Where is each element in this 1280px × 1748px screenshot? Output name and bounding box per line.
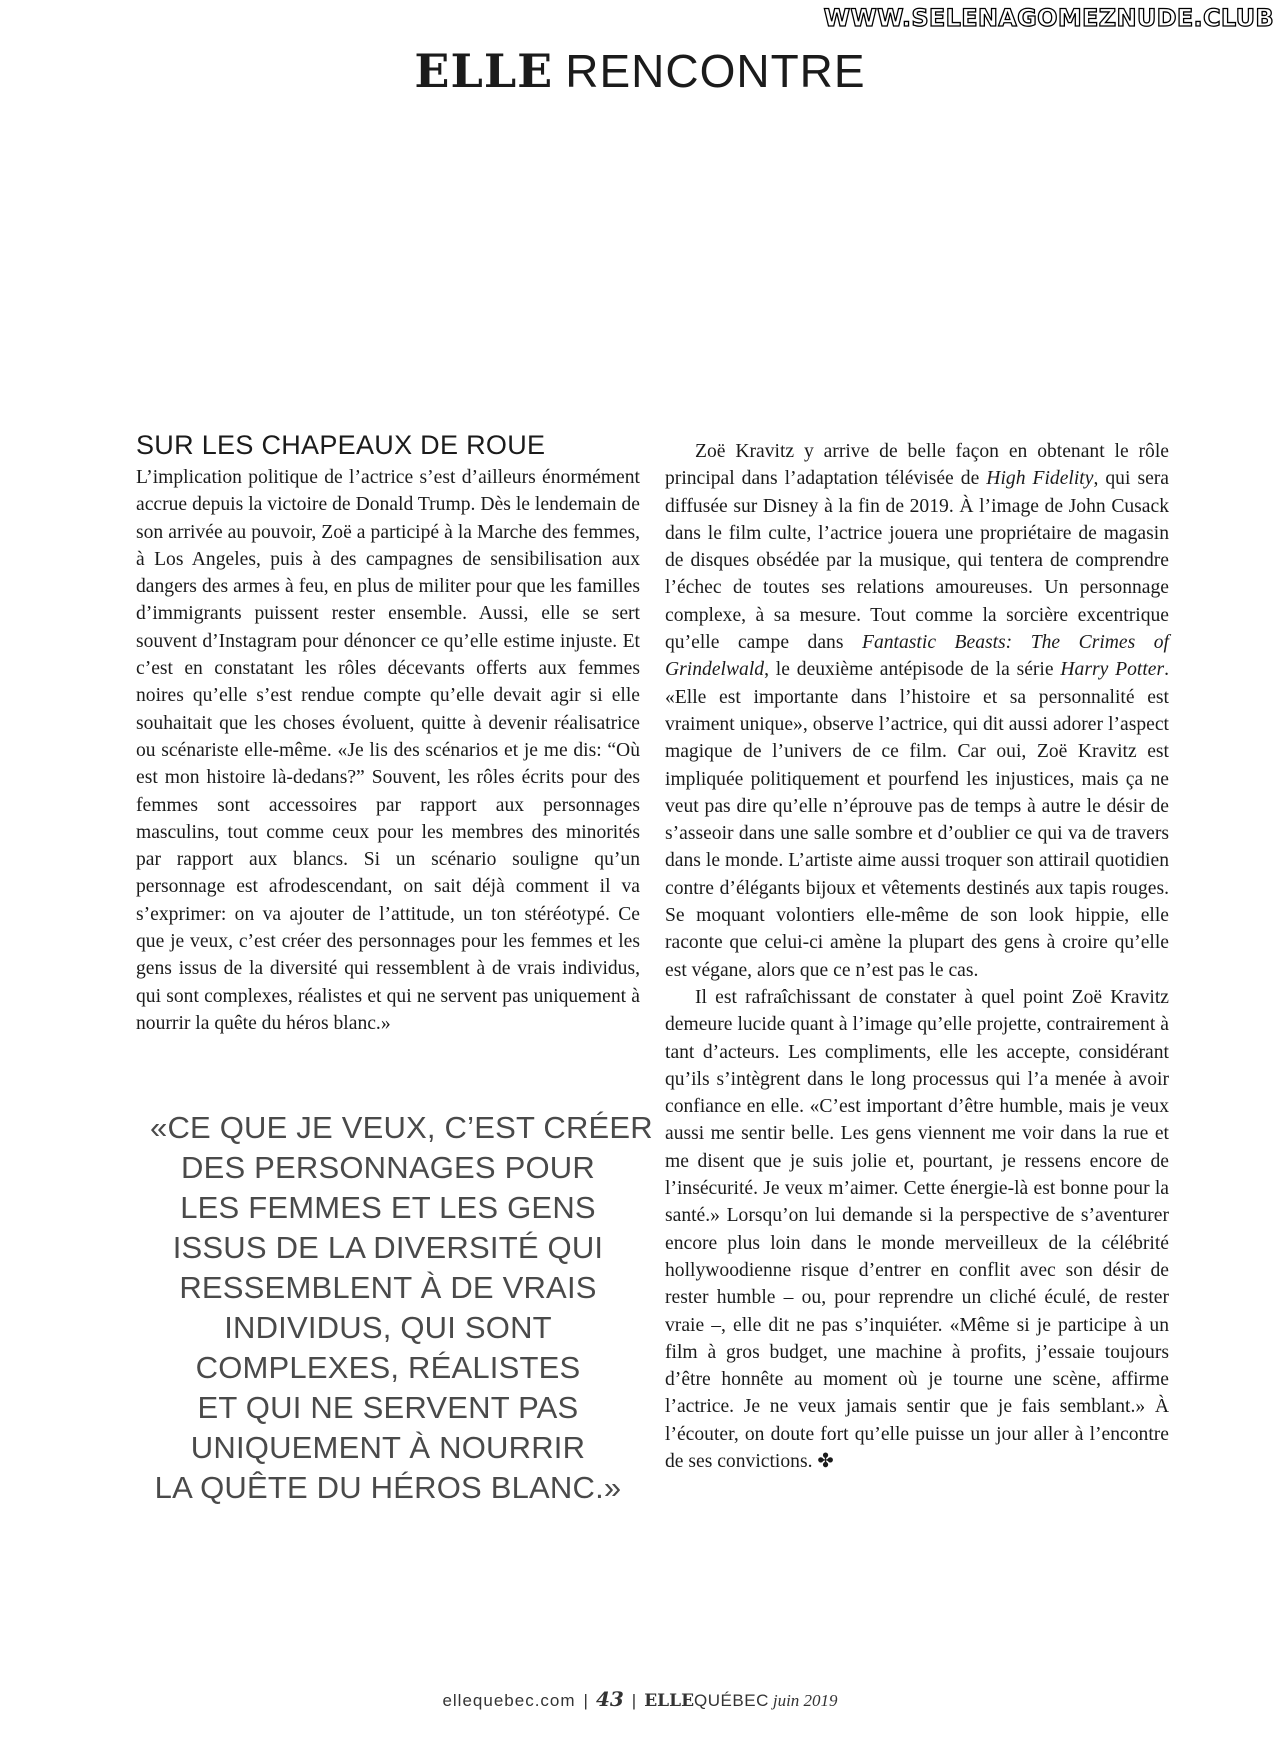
- footer-website: ellequebec.com: [442, 1691, 576, 1710]
- pull-quote-line: COMPLEXES, RÉALISTES: [195, 1350, 581, 1385]
- left-column-text: L’implication politique de l’actrice s’est d’ailleurs énormément accrue depuis la victoire de Donald Trump. Dès le lendemain de son arrivée au pouvoir, Zoë a participé à la Marche des femmes, à Los Angeles, puis à des campagnes de sensibilisation aux dangers des armes à feu, en plus de militer pour que les familles d’immigrants puissent rester ensemble. Aussi, elle se sert souvent d’Instagram pour dénoncer ce qu’elle estime injuste. Et c’est en constatant les rôles décevants offerts aux femmes noires qu’elle s’est rendue compte qu’elle devait agir si elle souhaitait que les choses évoluent, quitte à devenir réalisatrice ou scénariste elle-même. «Je lis des scénarios et je me dis: “Où est mon histoire là-dedans?” Souvent, les rôles écrits pour des femmes sont accessoires par rapport aux personnages masculins, tout comme ceux pour les membres des minorités par rapport aux blancs. Si un scénario souligne qu’un personnage est afrodescendant, on sait déjà comment il va s’exprimer: on va ajouter de l’attitude, un ton stéréotypé. Ce que je veux, c’est créer des personnages pour les femmes et les gens issus de la diversité qui ressemblent à de vrais individus, qui sont complexes, réalistes et qui ne servent pas uniquement à nourrir la quête du héros blanc.»: [136, 467, 640, 1034]
- magazine-logo: ELLE: [414, 44, 554, 98]
- pull-quote-line: ISSUS DE LA DIVERSITÉ QUI: [172, 1230, 604, 1265]
- right-column: [665, 438, 1169, 1475]
- text-run: Zoë Kravitz y arrive de belle façon en obtenant le rôle principal dans l’adaptation télévisée de: [665, 441, 1169, 490]
- pull-quote-line: RESSEMBLENT À DE VRAIS: [179, 1270, 597, 1305]
- pull-quote-line: INDIVIDUS, QUI SONT: [224, 1310, 552, 1345]
- footer-separator: |: [583, 1691, 588, 1710]
- footer-issue-date: juin 2019: [772, 1691, 838, 1710]
- page-number: 43: [595, 1687, 624, 1711]
- end-mark-icon: ✤: [817, 1450, 834, 1472]
- right-column-paragraph-1: [665, 438, 1169, 984]
- pull-quote-line: DES PERSONNAGES POUR: [181, 1150, 595, 1185]
- section-header: [0, 46, 1280, 97]
- pull-quote-line: LA QUÊTE DU HÉROS BLANC.»: [154, 1470, 622, 1505]
- pull-quote-line: LES FEMMES ET LES GENS: [180, 1190, 596, 1225]
- italic-title: High Fidelity: [986, 468, 1094, 490]
- pull-quote: [150, 1108, 653, 1508]
- section-title: RENCONTRE: [565, 45, 866, 97]
- pull-quote-line: «CE QUE JE VEUX, C’EST CRÉER: [150, 1110, 653, 1145]
- page-footer: [0, 1687, 1280, 1711]
- pull-quote-line: UNIQUEMENT À NOURRIR: [190, 1430, 586, 1465]
- text-run: Il est rafraîchissant de constater à quel point Zoë Kravitz demeure lucide quant à l’image qu’elle projette, contrairement à tant d’acteurs. Les compliments, elle les accepte, considérant qu’ils s’intègrent dans le long processus qui l’a menée à avoir confiance en elle. «C’est important d’être humble, mais je veux aussi me sentir belle. Les gens viennent me voir dans la rue et me disent que je suis jolie et, pourtant, je ressens encore de l’insécurité. Je veux m’aimer. Cette énergie-là est bonne pour la santé.» Lorsqu’on lui demande si la perspective de s’aventurer encore plus loin dans le monde merveilleux de la célébrité hollywoodienne risque d’entrer en conflit avec son désir de rester humble – ou, pour reprendre un cliché éculé, de rester vraie –, elle dit ne pas s’inquiéter. «Même si je participe à un film à gros budget, une machine à profits, j’essaie toujours d’être honnête au moment où je tourne une scène, affirme l’actrice. Je ne veux jamais sentir que je fais semblant.» À l’écouter, on doute fort qu’elle puisse un jour aller à l’encontre de ses convictions.: [665, 986, 1169, 1472]
- footer-magazine-brand: ELLE: [644, 1691, 695, 1711]
- text-run: , qui sera diffusée sur Disney à la fin de 2019. À l’image de John Cusack dans le film culte, l’actrice jouera une propriétaire de magasin de disques obsédée par la musique, qui tentera de comprendre l’échec de toutes ses relations amoureuses. Un personnage complexe, à sa mesure. Tout comme la sorcière excentrique qu’elle campe dans: [665, 468, 1169, 654]
- footer-magazine-edition: QUÉBEC: [694, 1691, 769, 1710]
- article-subheading: SUR LES CHAPEAUX DE ROUE: [136, 430, 546, 460]
- watermark-text: WWW.SELENAGOMEZNUDE.CLUB: [823, 4, 1274, 32]
- pull-quote-line: ET QUI NE SERVENT PAS: [197, 1390, 579, 1425]
- footer-separator: |: [631, 1691, 637, 1710]
- text-run: , le deuxième antépisode de la série: [764, 659, 1061, 681]
- italic-title: Fantastic Beasts: The Crimes of Grindelwald: [665, 632, 1170, 681]
- text-run: . «Elle est importante dans l’histoire et sa personnalité est vraiment unique», observe l’actrice, qui dit aussi adorer l’aspect magique de l’univers de ce film. Car oui, Zoë Kravitz est impliquée politiquement et pourfend les injustices, mais ça ne veut pas dire qu’elle n’éprouve pas de temps à autre le désir de s’asseoir dans une salle sombre et d’oublier ce qui va de travers dans le monde. L’artiste aime aussi troquer son attirail quotidien contre d’élégants bijoux et vêtements destinés aux tapis rouges. Se moquant volontiers elle-même de son look hippie, elle raconte que celui-ci amène la plupart des gens à croire qu’elle est végane, alors que ce n’est pas le cas.: [665, 659, 1169, 981]
- right-column-paragraph-2: [665, 984, 1169, 1475]
- italic-title: Harry Potter: [1060, 659, 1165, 681]
